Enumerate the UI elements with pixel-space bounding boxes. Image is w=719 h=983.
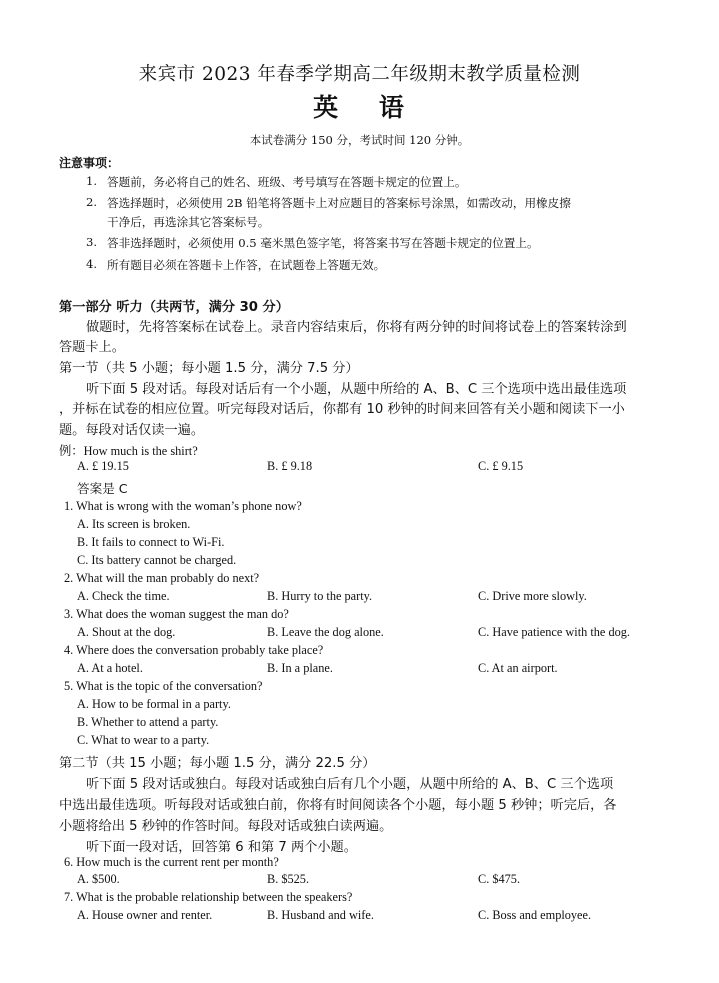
notice-item-number: 1. xyxy=(86,174,98,188)
question-1: 1. What is wrong with the woman’s phone now? xyxy=(64,499,302,513)
notice-item-text: 答题前，务必将自己的姓名、班级、考号填写在答题卡规定的位置上。 xyxy=(107,175,467,189)
q7-option-b: B. Husband and wife. xyxy=(267,908,374,922)
q7-option-c: C. Boss and employee. xyxy=(478,908,592,922)
section2-heading: 第二节（共 15 小题；每小题 1.5 分，满分 22.5 分） xyxy=(59,756,376,771)
section1-intro-line: 题。每段对话仅读一遍。 xyxy=(59,423,205,438)
q1-option-c: C. Its battery cannot be charged. xyxy=(77,553,237,567)
question-7: 7. What is the probable relationship between the speakers? xyxy=(64,890,353,904)
notice-item-number: 2. xyxy=(86,195,98,209)
q5-option-a: A. How to be formal in a party. xyxy=(77,697,231,711)
exam-title: 来宾市 2023 年春季学期高二年级期末教学质量检测 xyxy=(138,64,581,85)
notice-heading: 注意事项： xyxy=(59,156,120,170)
notice-item-number: 4. xyxy=(86,257,98,271)
example-option-c: C. £ 9.15 xyxy=(478,459,524,473)
section1-intro-line: ，并标在试卷的相应位置。听完每段对话后，你都有 10 秒钟的时间来回答有关小题和阅读下一小 xyxy=(59,402,625,417)
notice-item-text: 答非选择题时，必须使用 0.5 毫米黑色签字笔，将答案书写在答题卡规定的位置上。 xyxy=(107,236,539,250)
q3-option-c: C. Have patience with the dog. xyxy=(478,625,630,639)
q6-option-a: A. $500. xyxy=(77,872,120,886)
question-3: 3. What does the woman suggest the man do? xyxy=(64,607,289,621)
q1-option-b: B. It fails to connect to Wi-Fi. xyxy=(77,535,225,549)
section2-sub-instruction: 听下面一段对话，回答第 6 和第 7 两个小题。 xyxy=(86,840,357,855)
notice-item-text: 干净后，再选涂其它答案标号。 xyxy=(107,215,270,229)
question-6: 6. How much is the current rent per month? xyxy=(64,855,279,869)
question-2: 2. What will the man probably do next? xyxy=(64,571,260,585)
q6-option-b: B. $525. xyxy=(267,872,310,886)
q5-option-c: C. What to wear to a party. xyxy=(77,733,210,747)
section2-intro-line: 小题将给出 5 秒钟的作答时间。每段对话或独白读两遍。 xyxy=(59,819,393,834)
exam-info: 本试卷满分 150 分，考试时间 120 分钟。 xyxy=(249,133,470,147)
q4-option-a: A. At a hotel. xyxy=(77,661,143,675)
section2-intro-line: 听下面 5 段对话或独白。每段对话或独白后有几个小题，从题中所给的 A、B、C 三个选项 xyxy=(86,777,614,792)
q2-option-c: C. Drive more slowly. xyxy=(478,589,587,603)
notice-item-number: 3. xyxy=(86,235,98,249)
q3-option-a: A. Shout at the dog. xyxy=(77,625,176,639)
section1-intro-line: 听下面 5 段对话。每段对话后有一个小题，从题中所给的 A、B、C 三个选项中选出最佳选项 xyxy=(86,382,627,397)
q6-option-c: C. $475. xyxy=(478,872,521,886)
example-answer: 答案是 C xyxy=(77,481,128,496)
q2-option-b: B. Hurry to the party. xyxy=(267,589,373,603)
question-5: 5. What is the topic of the conversation? xyxy=(64,679,263,693)
q4-option-c: C. At an airport. xyxy=(478,661,558,675)
q7-option-a: A. House owner and renter. xyxy=(77,908,213,922)
q3-option-b: B. Leave the dog alone. xyxy=(267,625,384,639)
example-option-a: A. £ 19.15 xyxy=(77,459,129,473)
example-option-b: B. £ 9.18 xyxy=(267,459,313,473)
notice-item-text: 所有题目必须在答题卡上作答，在试题卷上答题无效。 xyxy=(107,258,386,272)
q2-option-a: A. Check the time. xyxy=(77,589,170,603)
part1-heading: 第一部分 听力（共两节，满分 30 分） xyxy=(59,300,289,315)
section1-heading: 第一节（共 5 小题；每小题 1.5 分，满分 7.5 分） xyxy=(59,361,359,376)
section2-intro-line: 中选出最佳选项。听每段对话或独白前，你将有时间阅读各个小题，每小题 5 秒钟；听完后，各 xyxy=(59,798,617,813)
part1-intro-line: 答题卡上。 xyxy=(59,340,125,355)
subject-title: 英 语 xyxy=(313,93,420,122)
q5-option-b: B. Whether to attend a party. xyxy=(77,715,219,729)
q4-option-b: B. In a plane. xyxy=(267,661,333,675)
q1-option-a: A. Its screen is broken. xyxy=(77,517,191,531)
example-question: 例：How much is the shirt? xyxy=(59,444,198,458)
part1-intro-line: 做题时，先将答案标在试卷上。录音内容结束后，你将有两分钟的时间将试卷上的答案转涂到 xyxy=(86,320,627,335)
question-4: 4. Where does the conversation probably take place? xyxy=(64,643,324,657)
notice-item-text: 答选择题时，必须使用 2B 铅笔将答题卡上对应题目的答案标号涂黑，如需改动，用橡皮擦 xyxy=(107,196,571,210)
